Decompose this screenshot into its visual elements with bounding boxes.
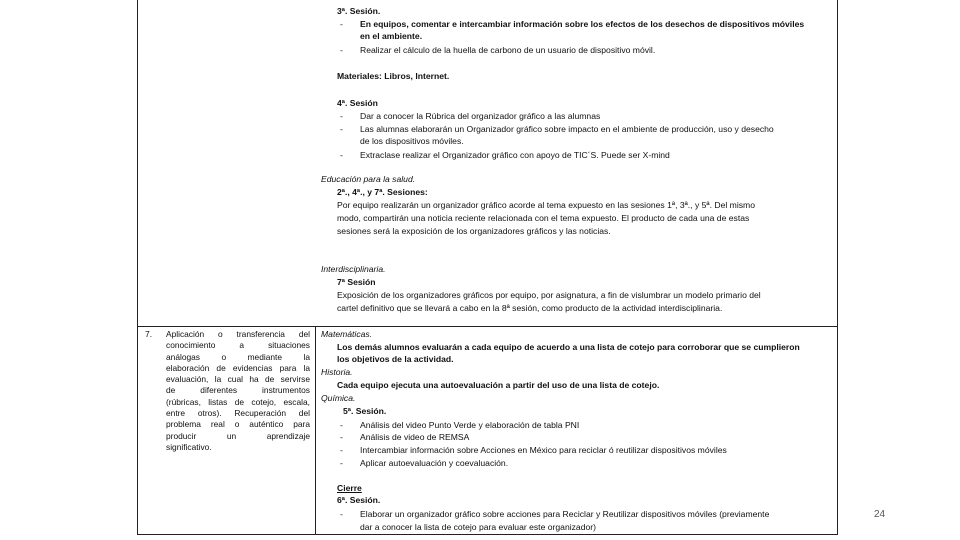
session-6-item-1-cont: dar a conocer la lista de cotejo para evaluar este organizador) xyxy=(360,522,596,532)
bullet-dash: - xyxy=(340,124,343,134)
session-5-item-4: Aplicar autoevaluación y coevaluación. xyxy=(360,458,509,468)
session-3-item-1-cont: en el ambiente. xyxy=(360,31,423,41)
session-4-item-3: Extraclase realizar el Organizador gráfico con apoyo de TIC´S. Puede ser X-mind xyxy=(360,150,670,160)
phase-line: elaboración de evidencias para la xyxy=(166,362,310,373)
session-3-title: 3ª. Sesión. xyxy=(337,6,381,16)
session-4-item-1: Dar a conocer la Rúbrica del organizador gráfico a las alumnas xyxy=(360,111,601,121)
interdisciplinary-heading: Interdisciplinaria. xyxy=(321,264,386,274)
phase-line: significativo. xyxy=(166,441,212,452)
row-divider xyxy=(137,326,838,327)
materials-line: Materiales: Libros, Internet. xyxy=(337,71,450,81)
phase-line: de diferentes instrumentos xyxy=(166,385,310,396)
session-5-item-1: Análisis del video Punto Verde y elaboración de tabla PNI xyxy=(360,420,580,430)
column-divider xyxy=(315,326,316,535)
session-3-item-2: Realizar el cálculo de la huella de carbono de un usuario de dispositivo móvil. xyxy=(360,45,656,55)
phase-line: evaluación, la cual ha de servirse xyxy=(166,374,310,385)
salud-sessions: 2ª., 4ª., y 7ª. Sesiones: xyxy=(337,187,428,197)
math-line-2: los objetivos de la actividad. xyxy=(337,354,454,364)
session-3-item-1: En equipos, comentar e intercambiar información sobre los efectos de los desechos de dispositivos móviles xyxy=(360,19,805,29)
math-heading: Matemáticas. xyxy=(321,329,373,339)
history-line: Cada equipo ejecuta una autoevaluación a partir del uso de una lista de cotejo. xyxy=(337,380,660,390)
chemistry-heading: Química. xyxy=(321,393,356,403)
row-number: 7. xyxy=(145,329,153,339)
history-heading: Historia. xyxy=(321,367,353,377)
session-6-title: 6ª. Sesión. xyxy=(337,495,381,505)
page-number: 24 xyxy=(874,509,886,520)
session-4-item-2: Las alumnas elaborarán un Organizador gráfico sobre impacto en el ambiente de producción, uso y desecho xyxy=(360,124,774,134)
phase-line: producir un aprendizaje xyxy=(166,430,310,441)
interdisciplinary-line-1: Exposición de los organizadores gráficos por equipo, por asignatura, a fin de vislumbrar un modelo primario del xyxy=(337,290,761,300)
session-6-item-1: Elaborar un organizador gráfico sobre acciones para Reciclar y Reutilizar dispositivos móviles (previamente xyxy=(360,509,770,519)
bullet-dash: - xyxy=(340,150,343,160)
salud-line-3: sesiones será la exposición de los organizadores gráficos y las noticias. xyxy=(337,226,611,236)
bullet-dash: - xyxy=(340,509,343,519)
phase-description xyxy=(166,329,310,453)
session-5-title: 5ª. Sesión. xyxy=(343,406,387,416)
phase-line: problema real o auténtico para xyxy=(166,419,310,430)
bullet-dash: - xyxy=(340,445,343,455)
bullet-dash: - xyxy=(340,432,343,442)
session-5-item-2: Análisis de video de REMSA xyxy=(360,432,470,442)
phase-line: entre otros). Recuperación del xyxy=(166,408,310,419)
closing-heading: Cierre xyxy=(337,483,362,493)
salud-heading: Educación para la salud. xyxy=(321,174,416,184)
math-line-1: Los demás alumnos evaluarán a cada equipo de acuerdo a una lista de cotejo para corroborar que se cumplieron xyxy=(337,342,800,352)
session-5-item-3: Intercambiar información sobre Acciones en México para reciclar ó reutilizar dispositivos móviles xyxy=(360,445,727,455)
session-4-item-2-cont: de los dispositivos móviles. xyxy=(360,136,464,146)
phase-line: (rúbricas, listas de cotejo, escala, xyxy=(166,396,310,407)
bullet-dash: - xyxy=(340,45,343,55)
bullet-dash: - xyxy=(340,420,343,430)
interdisciplinary-line-2: cartel definitivo que se llevará a cabo en la 8ª sesión, como producto de la actividad interdisciplinaria. xyxy=(337,303,723,313)
bullet-dash: - xyxy=(340,111,343,121)
salud-line-1: Por equipo realizarán un organizador gráfico acorde al tema expuesto en las sesiones 1ª, 3ª., y 5ª. Del mismo xyxy=(337,200,755,210)
bullet-dash: - xyxy=(340,458,343,468)
phase-line: conocimiento a situaciones xyxy=(166,340,310,351)
phase-line: análogas o mediante la xyxy=(166,351,310,362)
salud-line-2: modo, compartirán una noticia reciente relacionada con el tema expuesto. El producto de cada una de estas xyxy=(337,213,750,223)
session-4-title: 4ª. Sesión xyxy=(337,98,378,108)
bullet-dash: - xyxy=(340,19,343,29)
phase-line: Aplicación o transferencia del xyxy=(166,329,310,339)
interdisciplinary-session: 7ª Sesión xyxy=(337,277,376,287)
